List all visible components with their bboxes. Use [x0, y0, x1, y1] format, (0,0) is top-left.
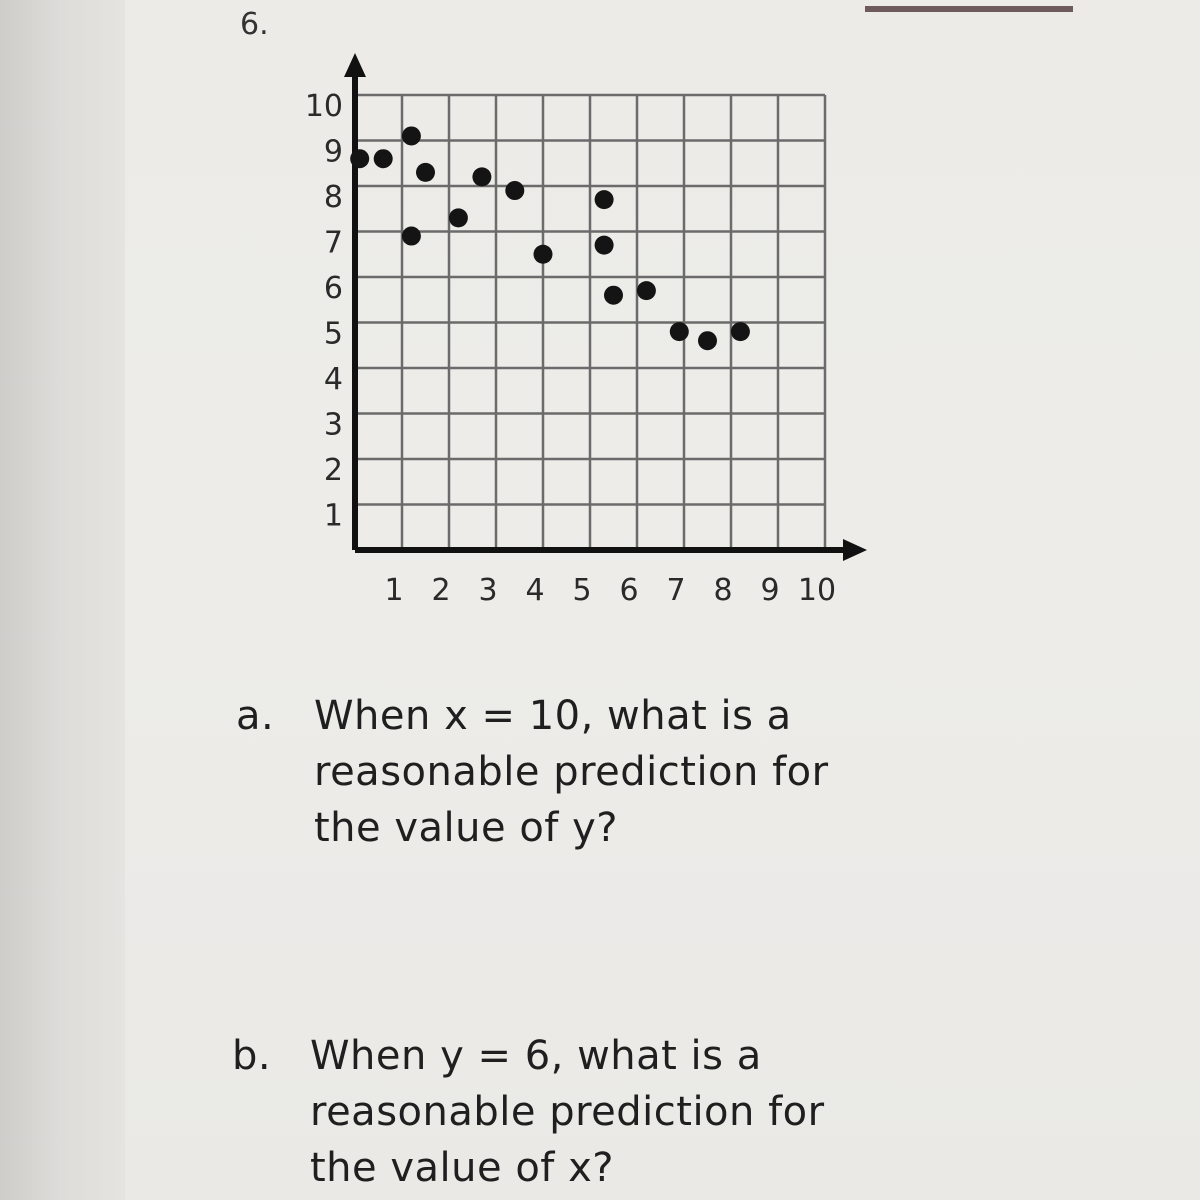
y-tick-label: 6: [323, 271, 343, 306]
x-tick-label: 2: [431, 573, 451, 608]
question-b-text: [310, 1028, 910, 1196]
x-tick-label: 3: [478, 573, 498, 608]
y-tick-label: 2: [323, 453, 343, 488]
data-point: [505, 181, 524, 200]
chart-axes: [344, 53, 867, 561]
data-point: [670, 322, 689, 341]
y-axis-arrowhead: [344, 53, 366, 77]
data-point: [698, 331, 717, 350]
x-tick-label: 8: [713, 573, 733, 608]
data-point: [637, 281, 656, 300]
data-point: [604, 286, 623, 305]
data-point: [402, 126, 421, 145]
y-tick-label: 3: [323, 407, 343, 443]
question-b-line-1: When y = 6, what is a: [310, 1033, 762, 1079]
data-point: [472, 167, 491, 186]
y-tick-label: 1: [323, 498, 343, 534]
chart-points: [350, 126, 750, 350]
data-point: [731, 322, 750, 341]
data-point: [449, 208, 468, 227]
question-b-letter: b.: [232, 1033, 272, 1079]
y-tick-label: 5: [323, 316, 343, 352]
problem-number: 6.: [240, 7, 269, 42]
x-tick-label: 5: [572, 573, 592, 608]
x-tick-label: 7: [666, 573, 686, 608]
data-point: [595, 236, 614, 255]
x-tick-label: 10: [797, 573, 837, 608]
x-tick-label: 9: [760, 573, 780, 608]
x-tick-label: 4: [525, 573, 545, 608]
data-point: [416, 163, 435, 182]
y-tick-label: 10: [304, 89, 343, 124]
question-a-letter: a.: [236, 693, 275, 739]
data-point: [534, 245, 553, 264]
y-tick-label: 4: [323, 362, 343, 397]
question-a-line-3: the value of y?: [314, 805, 619, 851]
question-b-line-3: the value of x?: [310, 1145, 615, 1191]
question-b-line-2: reasonable prediction for: [310, 1089, 825, 1135]
data-point: [350, 149, 369, 168]
x-tick-label: 1: [384, 573, 404, 608]
y-tick-label: 9: [323, 134, 343, 170]
data-point: [595, 190, 614, 209]
y-tick-label: 7: [323, 225, 343, 261]
x-axis-arrowhead: [843, 539, 867, 561]
question-a-text: [314, 688, 914, 856]
y-tick-label: 8: [323, 180, 343, 215]
data-point: [374, 149, 393, 168]
data-point: [402, 227, 421, 246]
question-a-line-1: When x = 10, what is a: [314, 693, 792, 739]
question-a-line-2: reasonable prediction for: [314, 749, 829, 795]
x-tick-label: 6: [619, 573, 639, 608]
